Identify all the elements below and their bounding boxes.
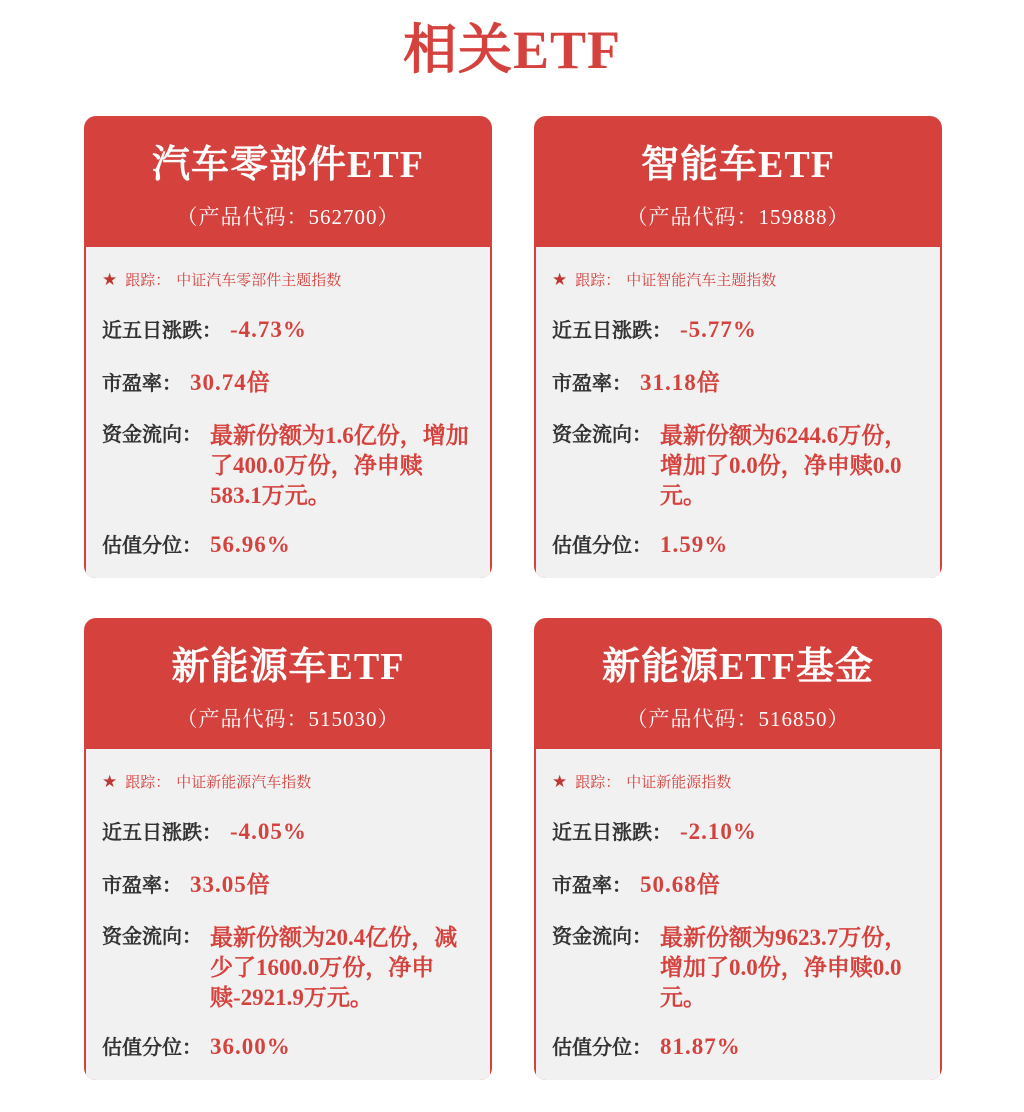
star-icon: ★ [102, 772, 118, 791]
etf-card-header [86, 116, 490, 247]
fund-flow-value: 最新份额为9623.7万份，增加了0.0份，净申赎0.0元。 [660, 925, 908, 1010]
pe-ratio-row [552, 369, 924, 397]
fund-flow-row [552, 421, 924, 511]
pe-ratio-value: 30.74倍 [190, 369, 271, 395]
five-day-change-label: 近五日涨跌： [102, 320, 222, 342]
fund-flow-label: 资金流向： [552, 424, 652, 447]
five-day-change-row [552, 316, 924, 344]
pe-ratio-label: 市盈率： [552, 372, 632, 395]
tracking-label: 跟踪： [575, 272, 621, 289]
tracking-index-name: 中证新能源汽车指数 [176, 774, 312, 791]
valuation-percentile-label: 估值分位： [552, 1036, 652, 1059]
star-icon: ★ [102, 270, 118, 289]
etf-card-body [536, 749, 940, 1080]
five-day-change-value: -4.05% [230, 819, 307, 844]
etf-card-body [536, 247, 940, 578]
tracking-index-name: 中证智能汽车主题指数 [626, 272, 777, 289]
valuation-percentile-row [552, 1033, 924, 1061]
five-day-change-value: -2.10% [680, 819, 757, 844]
etf-card-header [536, 116, 940, 247]
tracking-row [102, 771, 474, 792]
etf-product-code: （产品代码：515030） [176, 706, 400, 731]
etf-card-header [536, 618, 940, 749]
valuation-percentile-row [552, 531, 924, 559]
valuation-percentile-value: 56.96% [210, 531, 291, 557]
etf-card-xinnenyuan-jijin [534, 618, 942, 1080]
etf-card-body [86, 749, 490, 1080]
tracking-index-name: 中证汽车零部件主题指数 [176, 272, 342, 289]
five-day-change-label: 近五日涨跌： [552, 320, 672, 342]
valuation-percentile-label: 估值分位： [102, 1036, 202, 1059]
tracking-row [552, 269, 924, 290]
etf-card-qichelingbujian [84, 116, 492, 578]
pe-ratio-value: 31.18倍 [640, 369, 721, 395]
etf-card-header [86, 618, 490, 749]
etf-product-code: （产品代码：562700） [176, 204, 400, 229]
fund-flow-value: 最新份额为1.6亿份，增加了400.0万份，净申赎583.1万元。 [210, 423, 469, 508]
pe-ratio-label: 市盈率： [552, 874, 632, 897]
fund-flow-row [102, 421, 474, 511]
star-icon: ★ [552, 270, 568, 289]
pe-ratio-row [552, 871, 924, 899]
five-day-change-label: 近五日涨跌： [552, 822, 672, 844]
etf-card-body [86, 247, 490, 578]
tracking-label: 跟踪： [125, 774, 171, 791]
valuation-percentile-value: 36.00% [210, 1033, 291, 1059]
pe-ratio-label: 市盈率： [102, 372, 182, 395]
pe-ratio-row [102, 369, 474, 397]
etf-title: 新能源车ETF [171, 645, 405, 688]
page-title: 相关ETF [402, 20, 622, 80]
valuation-percentile-row [102, 531, 474, 559]
tracking-index-name: 中证新能源指数 [626, 774, 732, 791]
fund-flow-row [102, 923, 474, 1013]
etf-title: 汽车零部件ETF [152, 143, 424, 186]
five-day-change-row [552, 818, 924, 846]
etf-product-code: （产品代码：516850） [626, 706, 850, 731]
fund-flow-label: 资金流向： [552, 926, 652, 949]
etf-card-grid [84, 116, 942, 1080]
fund-flow-label: 资金流向： [102, 926, 202, 949]
tracking-row [102, 269, 474, 290]
five-day-change-row [102, 316, 474, 344]
etf-card-zhinengche [534, 116, 942, 578]
fund-flow-value: 最新份额为20.4亿份，减少了1600.0万份，净申赎-2921.9万元。 [210, 925, 458, 1010]
valuation-percentile-label: 估值分位： [102, 534, 202, 557]
etf-card-xinnenyuanche [84, 618, 492, 1080]
five-day-change-row [102, 818, 474, 846]
five-day-change-label: 近五日涨跌： [102, 822, 222, 844]
valuation-percentile-value: 81.87% [660, 1033, 741, 1059]
star-icon: ★ [552, 772, 568, 791]
five-day-change-value: -4.73% [230, 317, 307, 342]
tracking-row [552, 771, 924, 792]
tracking-label: 跟踪： [575, 774, 621, 791]
valuation-percentile-row [102, 1033, 474, 1061]
etf-title: 新能源ETF基金 [602, 645, 874, 688]
pe-ratio-value: 50.68倍 [640, 871, 721, 897]
tracking-label: 跟踪： [125, 272, 171, 289]
valuation-percentile-value: 1.59% [660, 531, 729, 557]
pe-ratio-label: 市盈率： [102, 874, 182, 897]
fund-flow-value: 最新份额为6244.6万份，增加了0.0份，净申赎0.0元。 [660, 423, 908, 508]
etf-title: 智能车ETF [641, 143, 835, 186]
fund-flow-row [552, 923, 924, 1013]
valuation-percentile-label: 估值分位： [552, 534, 652, 557]
etf-product-code: （产品代码：159888） [626, 204, 850, 229]
fund-flow-label: 资金流向： [102, 424, 202, 447]
pe-ratio-row [102, 871, 474, 899]
five-day-change-value: -5.77% [680, 317, 757, 342]
pe-ratio-value: 33.05倍 [190, 871, 271, 897]
